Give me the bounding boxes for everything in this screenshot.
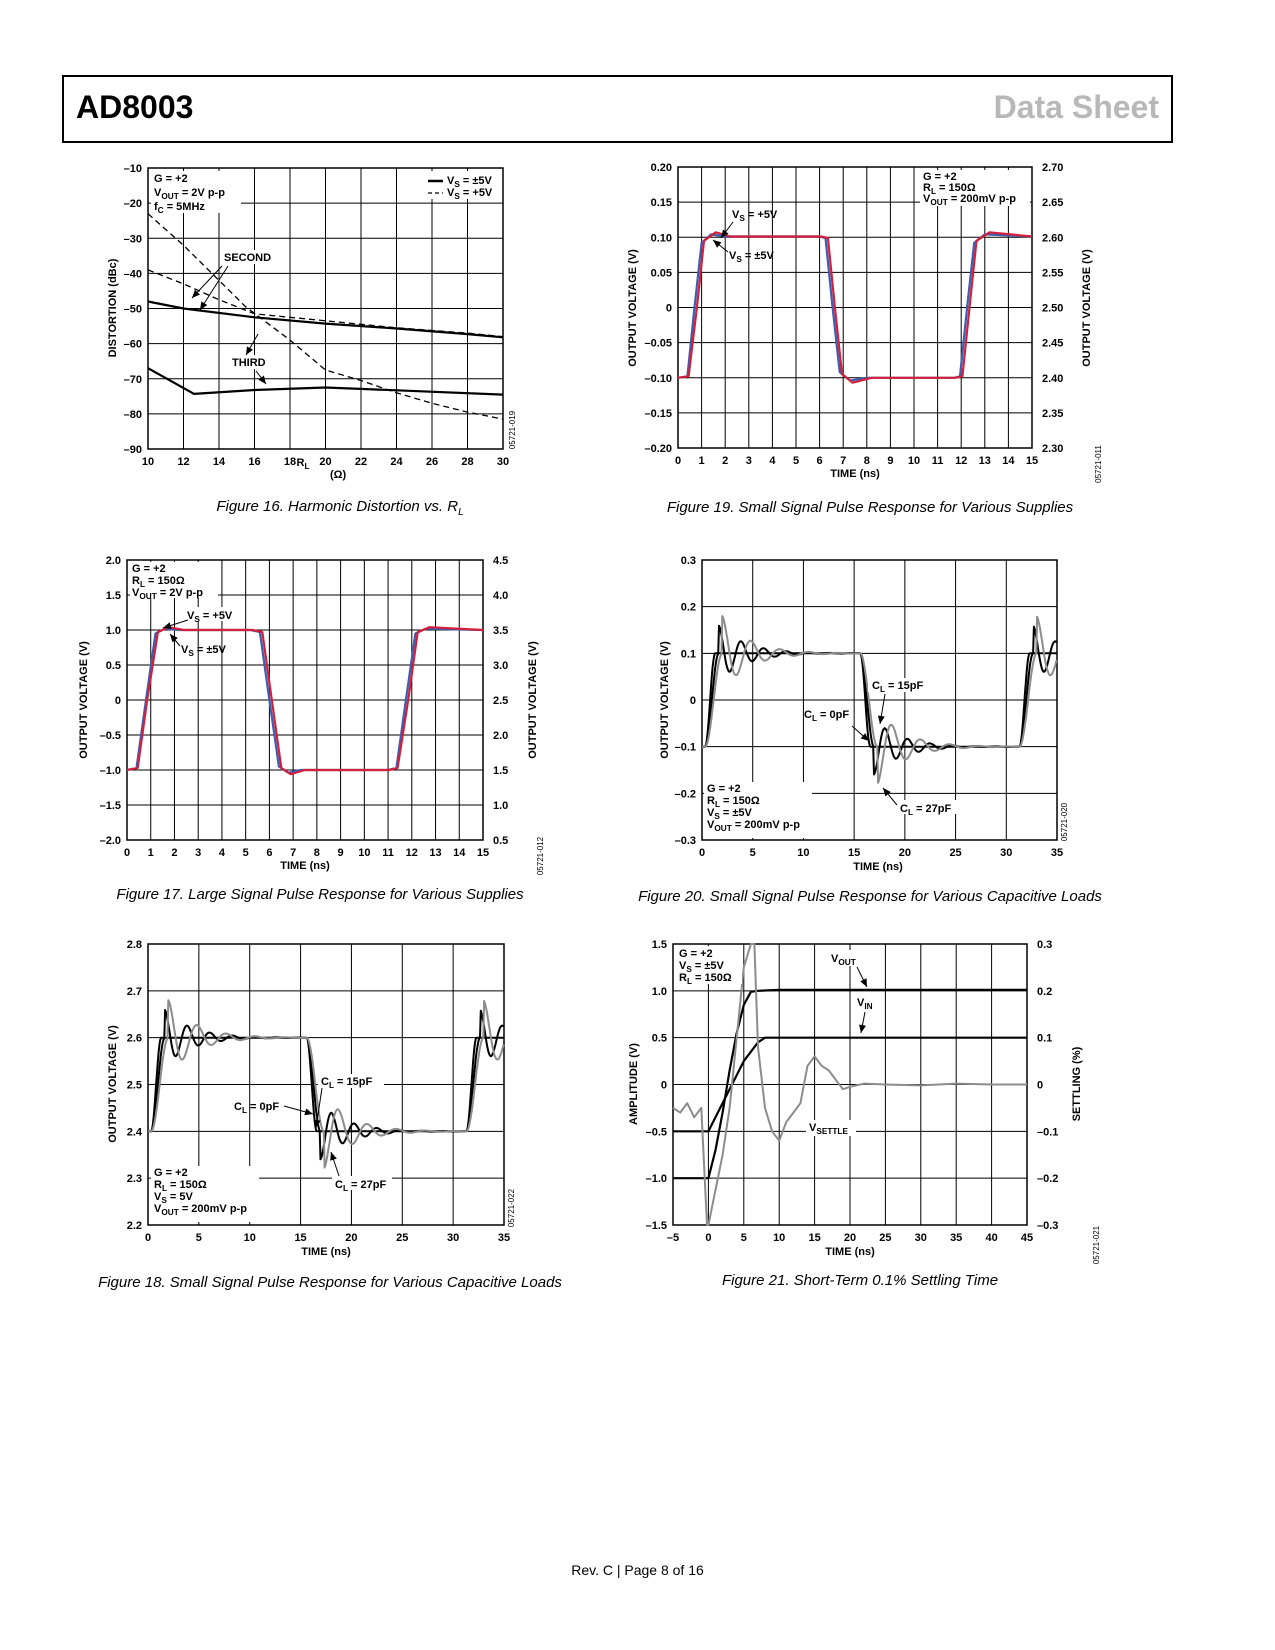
figure-code: 05721-011 <box>1094 445 1103 483</box>
annotation-arrowhead <box>246 346 253 355</box>
annotation-cl0: $C_L = 0pF$ <box>804 709 850 723</box>
y-axis-label: OUTPUT VOLTAGE (V) <box>659 641 671 759</box>
part-number: AD8003 <box>76 89 194 125</box>
y-tick-label: 0 <box>689 695 696 707</box>
y-tick-label: 0.20 <box>650 162 672 174</box>
y-axis-label: OUTPUT VOLTAGE (V) <box>78 641 90 759</box>
annotation-vsettle: $V_{SETTLE}$ <box>809 1122 848 1136</box>
y-tick-label: 1.5 <box>651 939 667 951</box>
annotation-cl27: $C_L = 27pF$ <box>900 803 952 817</box>
condition-text: $V_{OUT} = 200mV$ p-p <box>154 1203 247 1217</box>
y2-axis-label: OUTPUT VOLTAGE (V) <box>1081 249 1093 367</box>
y-axis-label: AMPLITUDE (V) <box>628 1043 640 1125</box>
y-tick-label: –0.2 <box>674 788 696 801</box>
x-tick-label: 0 <box>123 847 131 859</box>
y-tick-label: –1.5 <box>99 800 121 812</box>
x-tick-label: 24 <box>390 456 403 468</box>
y-tick-label: –90 <box>123 444 142 456</box>
y-tick-label: 1.0 <box>651 985 667 998</box>
y-tick-label: –60 <box>123 338 142 351</box>
y-tick-label: –30 <box>123 233 142 246</box>
caption-fig16: Figure 16. Harmonic Distortion vs. $R_L$ <box>216 498 464 518</box>
x-tick-label: 10 <box>141 456 155 468</box>
condition-text: $f_C = 5MHz$ <box>154 201 205 215</box>
x-tick-label: 6 <box>816 455 823 467</box>
x-tick-label: –5 <box>666 1232 680 1244</box>
y2-tick-label: 0.1 <box>1037 1032 1053 1045</box>
document-type: Data Sheet <box>993 89 1159 125</box>
x-tick-label: 0 <box>674 455 682 467</box>
x-tick-label: 3 <box>745 455 752 467</box>
x-axis-label: TIME (ns) <box>830 468 880 480</box>
condition-text: $V_{OUT} = 200mV$ p-p <box>923 193 1016 207</box>
y-tick-label: –50 <box>123 303 142 316</box>
y2-tick-label: 0.2 <box>1037 985 1053 998</box>
y-tick-label: –1.0 <box>99 765 121 777</box>
x-tick-label: 4 <box>769 455 776 467</box>
y-tick-label: –0.15 <box>644 407 672 420</box>
x-tick-label: 2 <box>171 847 178 859</box>
figure-code: 05721-012 <box>536 836 545 876</box>
y-axis-label: OUTPUT VOLTAGE (V) <box>627 249 639 367</box>
x-tick-label: 25 <box>396 1232 409 1244</box>
x-tick-label: 15 <box>1025 455 1039 467</box>
annotation-arrowhead <box>859 1024 866 1033</box>
legend-label: $V_S = \pm 5V$ <box>447 175 492 189</box>
x-tick-label: 2 <box>722 455 729 467</box>
annotation-arrowhead <box>713 240 721 248</box>
y2-tick-label: 2.0 <box>493 730 509 742</box>
x-tick-label: 0 <box>698 847 706 859</box>
x-tick-label: 5 <box>740 1232 747 1244</box>
annotation-vs5dual: $V_S = \pm 5V$ <box>729 250 774 264</box>
y-tick-label: –0.20 <box>644 443 672 455</box>
y2-tick-label: 2.50 <box>1042 302 1064 315</box>
y-tick-label: 0.15 <box>650 197 672 210</box>
annotation-arrowhead <box>878 716 885 724</box>
y-tick-label: 0.10 <box>650 232 672 245</box>
x-tick-label: 8 <box>863 455 870 467</box>
condition-text: G = +2 <box>679 948 713 960</box>
annotation-cl27: $C_L = 27pF$ <box>335 1179 387 1193</box>
x-tick-label: 15 <box>294 1232 307 1244</box>
y2-axis-label: OUTPUT VOLTAGE (V) <box>527 641 539 759</box>
x-tick-label: 7 <box>290 847 297 859</box>
x-tick-label: 35 <box>1050 847 1064 859</box>
x-tick-label: 0 <box>705 1232 712 1244</box>
y-tick-label: 2.7 <box>126 985 142 998</box>
y-tick-label: 2.3 <box>126 1173 142 1186</box>
y-tick-label: –0.10 <box>644 372 672 385</box>
x-axis-label: TIME (ns) <box>853 861 903 873</box>
y-tick-label: –40 <box>123 268 142 281</box>
x-tick-label: 12 <box>405 847 418 859</box>
y-tick-label: 0 <box>114 695 121 707</box>
x-tick-label: 11 <box>931 455 944 467</box>
x-tick-label: 6 <box>266 847 273 859</box>
x-tick-label: 11 <box>382 847 394 859</box>
caption-fig19: Figure 19. Small Signal Pulse Response for Various Supplies <box>666 499 1074 516</box>
y2-tick-label: 1.0 <box>493 800 509 812</box>
x-tick-label: 9 <box>887 455 894 467</box>
x-tick-label: 35 <box>950 1232 963 1244</box>
y-tick-label: –0.5 <box>99 730 121 742</box>
y-tick-label: 0.3 <box>680 555 696 567</box>
chart-fig16 <box>107 163 517 481</box>
x-tick-label: 7 <box>840 455 847 467</box>
y-tick-label: –0.5 <box>645 1126 667 1139</box>
x-tick-label: 15 <box>808 1232 821 1244</box>
y-tick-label: 2.0 <box>105 555 121 567</box>
y2-tick-label: 2.70 <box>1042 162 1064 174</box>
annotation-cl0: $C_L = 0pF$ <box>234 1101 280 1115</box>
figure-code: 05721-020 <box>1060 802 1069 842</box>
y-axis-label: DISTORTION (dBc) <box>107 258 119 358</box>
figure-code: 05721-019 <box>508 410 517 450</box>
y2-tick-label: 2.55 <box>1042 267 1064 280</box>
condition-text: $V_S = \pm 5V$ <box>679 960 724 974</box>
condition-text: $V_{OUT} = 2V$ p-p <box>132 587 203 601</box>
y-tick-label: 2.4 <box>126 1126 142 1139</box>
x-tick-label: 22 <box>354 456 368 468</box>
y-tick-label: –80 <box>123 408 142 421</box>
x-tick-label: 12 <box>177 456 190 468</box>
x-tick-label: 10 <box>773 1232 786 1244</box>
x-axis-label: TIME (ns) <box>280 860 330 872</box>
y2-tick-label: –0.3 <box>1037 1220 1059 1232</box>
x-tick-label: 14 <box>1002 455 1015 467</box>
annotation-vout: $V_{OUT}$ <box>831 953 856 967</box>
condition-text: $R_L = 150\Omega$ <box>132 575 185 589</box>
x-tick-label: 30 <box>496 456 510 468</box>
x-tick-label: 15 <box>476 847 490 859</box>
x-tick-label: 35 <box>497 1232 511 1244</box>
y-axis-label: OUTPUT VOLTAGE (V) <box>107 1025 119 1143</box>
x-tick-label: 25 <box>879 1232 892 1244</box>
y2-tick-label: 2.30 <box>1042 443 1064 455</box>
x-tick-label: 5 <box>242 847 249 859</box>
condition-text: G = +2 <box>154 1167 188 1179</box>
condition-text: $V_S = \pm 5V$ <box>707 807 752 821</box>
x-tick-label: 4 <box>218 847 225 859</box>
x-tick-label: 13 <box>429 847 442 859</box>
y2-tick-label: 3.0 <box>493 660 509 672</box>
y2-tick-label: 2.5 <box>493 695 509 707</box>
x-tick-label: 26 <box>425 456 439 468</box>
y-tick-label: 1.5 <box>105 590 121 602</box>
x-tick-label: 14 <box>212 456 226 468</box>
x-tick-label: 20 <box>319 456 332 468</box>
figure-code: 05721-022 <box>507 1188 516 1228</box>
y2-tick-label: –0.1 <box>1037 1126 1059 1139</box>
annotation-vs5dual: $V_S = \pm 5V$ <box>181 644 226 658</box>
y2-tick-label: –0.2 <box>1037 1173 1059 1186</box>
x-tick-label: 30 <box>447 1232 460 1244</box>
x-tick-label: 5 <box>792 455 800 467</box>
annotation-arrowhead <box>258 376 266 384</box>
x-tick-label: 8 <box>313 847 320 859</box>
x-tick-label: 40 <box>985 1232 998 1244</box>
x-axis-unit: (Ω) <box>330 469 347 481</box>
y2-tick-label: 2.35 <box>1042 407 1064 420</box>
y-tick-label: 0.1 <box>680 648 696 661</box>
x-tick-label: 9 <box>337 847 344 859</box>
x-tick-label: 20 <box>898 847 911 859</box>
x-axis-label: TIME (ns) <box>301 1246 351 1258</box>
y-tick-label: –1.5 <box>645 1220 667 1232</box>
condition-text: $V_{OUT} = 2V$ p-p <box>154 187 225 201</box>
annotation-vs5: $V_S = +5V$ <box>187 610 233 624</box>
x-tick-label: 12 <box>955 455 968 467</box>
condition-text: $R_L = 150\Omega$ <box>923 182 976 196</box>
x-axis-label: $R_L$ <box>296 457 310 471</box>
x-tick-label: 10 <box>243 1232 256 1244</box>
condition-text: $R_L = 150\Omega$ <box>679 972 732 986</box>
y2-tick-label: 0.5 <box>493 835 509 847</box>
x-tick-label: 25 <box>949 847 962 859</box>
x-tick-label: 20 <box>345 1232 358 1244</box>
caption-fig21: Figure 21. Short-Term 0.1% Settling Time <box>721 1272 999 1289</box>
y-tick-label: 2.8 <box>126 939 142 951</box>
x-tick-label: 45 <box>1020 1232 1034 1244</box>
y-tick-label: 2.2 <box>126 1220 142 1232</box>
y2-tick-label: 2.40 <box>1042 372 1064 385</box>
x-tick-label: 30 <box>1000 847 1013 859</box>
y-tick-label: 0 <box>665 302 672 315</box>
x-tick-label: 10 <box>907 455 921 467</box>
chart-fig21 <box>628 939 1101 1264</box>
y2-tick-label: 3.5 <box>493 625 509 637</box>
condition-text: G = +2 <box>707 783 741 795</box>
y-tick-label: 0.2 <box>680 601 696 614</box>
x-tick-label: 13 <box>978 455 991 467</box>
chart-fig17 <box>78 555 545 875</box>
y-tick-label: 0.5 <box>651 1032 667 1045</box>
y-tick-label: 0 <box>660 1079 667 1092</box>
y2-tick-label: 1.5 <box>493 765 509 777</box>
legend-label: $V_S = +5V$ <box>447 187 493 201</box>
caption-fig18: Figure 18. Small Signal Pulse Response for Various Capacitive Loads <box>98 1274 562 1291</box>
x-tick-label: 18 <box>283 456 297 468</box>
y-tick-label: 1.0 <box>105 625 121 637</box>
y-tick-label: –0.1 <box>674 741 696 754</box>
annotation-arrowhead <box>170 634 178 642</box>
x-tick-label: 10 <box>358 847 371 859</box>
y2-tick-label: 2.65 <box>1042 197 1064 210</box>
y2-tick-label: 0 <box>1037 1079 1044 1092</box>
x-tick-label: 10 <box>797 847 810 859</box>
y2-tick-label: 4.5 <box>493 555 509 567</box>
x-tick-label: 30 <box>914 1232 927 1244</box>
annotation-vs5: $V_S = +5V$ <box>732 209 778 223</box>
condition-text: $V_{OUT} = 200mV$ p-p <box>707 819 800 833</box>
y2-tick-label: 0.3 <box>1037 939 1053 951</box>
annotation-cl15: $C_L = 15pF$ <box>321 1076 373 1090</box>
x-tick-label: 20 <box>843 1232 857 1244</box>
y-tick-label: –10 <box>123 163 142 175</box>
annotation-third: THIRD <box>232 357 266 369</box>
chart-fig20 <box>659 555 1069 873</box>
y-tick-label: –2.0 <box>99 835 121 847</box>
y-tick-label: 2.5 <box>126 1079 142 1092</box>
y-tick-label: –1.0 <box>645 1173 667 1186</box>
y2-tick-label: 2.45 <box>1042 337 1064 350</box>
y-tick-label: –70 <box>123 373 142 386</box>
x-axis-label: TIME (ns) <box>825 1246 875 1258</box>
y-tick-label: –20 <box>123 198 142 211</box>
x-tick-label: 1 <box>147 847 154 859</box>
annotation-arrowhead <box>883 788 891 796</box>
annotation-arrowhead <box>163 622 172 629</box>
annotation-arrowhead <box>304 1108 313 1115</box>
condition-text: $R_L = 150\Omega$ <box>707 795 760 809</box>
page-footer: Rev. C | Page 8 of 16 <box>571 1562 704 1578</box>
chart-fig18 <box>107 939 516 1258</box>
y-tick-label: 0.5 <box>105 660 121 672</box>
annotation-cl15: $C_L = 15pF$ <box>872 680 924 694</box>
x-tick-label: 5 <box>195 1232 202 1244</box>
x-tick-label: 14 <box>453 847 466 859</box>
figure-code: 05721-021 <box>1092 1225 1101 1265</box>
chart-fig19 <box>627 162 1103 483</box>
x-tick-label: 0 <box>144 1232 152 1244</box>
y-tick-label: 0.05 <box>650 267 672 280</box>
series-line <box>702 616 1057 783</box>
y-tick-label: –0.05 <box>644 337 672 350</box>
y2-tick-label: 4.0 <box>493 590 509 602</box>
x-tick-label: 3 <box>195 847 202 859</box>
y2-tick-label: 2.60 <box>1042 232 1064 245</box>
condition-text: $V_S = 5V$ <box>154 1191 193 1205</box>
x-tick-label: 28 <box>461 456 474 468</box>
condition-text: $R_L = 150\Omega$ <box>154 1179 207 1193</box>
annotation-vin: $V_{IN}$ <box>857 997 873 1011</box>
condition-text: G = +2 <box>154 173 188 185</box>
x-tick-label: 5 <box>749 847 756 859</box>
x-tick-label: 16 <box>248 456 261 468</box>
annotation-arrowhead <box>330 1152 337 1161</box>
x-tick-label: 15 <box>848 847 861 859</box>
condition-text: G = +2 <box>132 563 166 575</box>
caption-fig20: Figure 20. Small Signal Pulse Response for Various Capacitive Loads <box>638 888 1102 905</box>
condition-text: G = +2 <box>923 171 957 183</box>
y-tick-label: –0.3 <box>674 835 696 847</box>
caption-fig17: Figure 17. Large Signal Pulse Response for Various Supplies <box>116 886 524 903</box>
y-tick-label: 2.6 <box>126 1032 142 1045</box>
x-tick-label: 1 <box>698 455 705 467</box>
y2-axis-label: SETTLING (%) <box>1071 1046 1083 1122</box>
annotation-second: SECOND <box>224 252 272 264</box>
